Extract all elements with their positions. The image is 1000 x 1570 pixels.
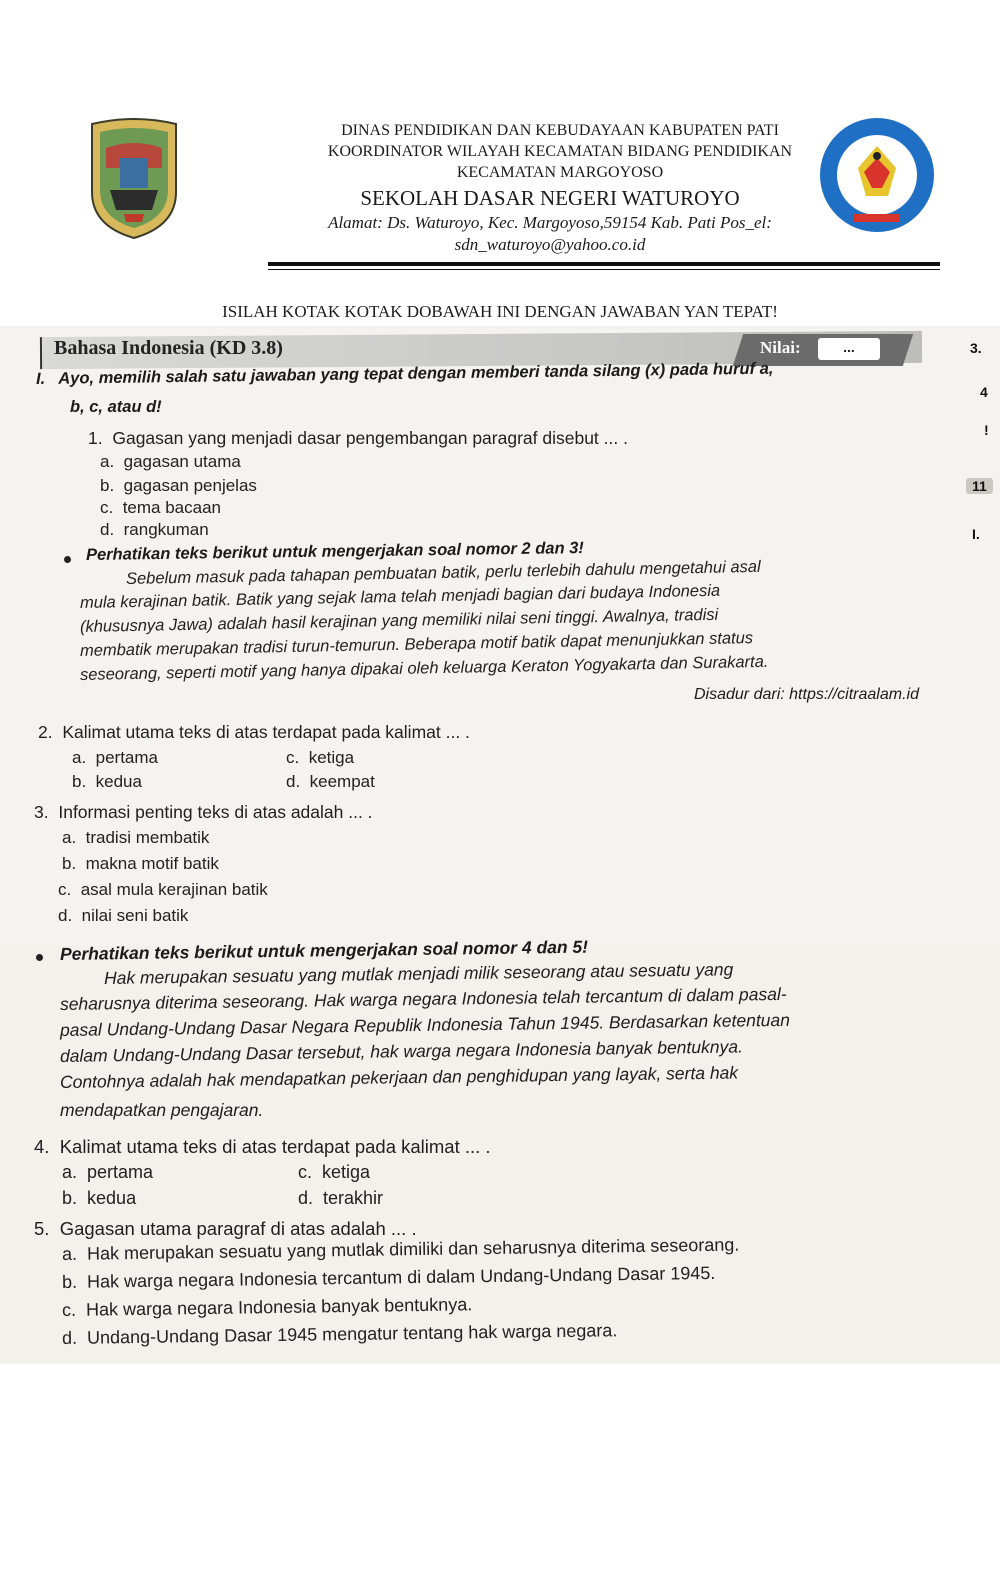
- question-5-option-a[interactable]: a. Hak merupakan sesuatu yang mutlak dimiliki dan seharusnya diterima seseorang.: [61, 1234, 740, 1264]
- passage-1-source: Disadur dari: https://citraalam.id: [694, 686, 919, 703]
- margin-mark-3: 11: [966, 478, 993, 494]
- score-label: Nilai:: [760, 338, 801, 357]
- question-5: [34, 1218, 417, 1240]
- question-2-option-c[interactable]: c. ketiga: [286, 748, 355, 767]
- question-5-option-d[interactable]: d. Undang-Undang Dasar 1945 mengatur tentang hak warga negara.: [61, 1320, 618, 1348]
- question-1-option-d[interactable]: d. rangkuman: [100, 520, 209, 539]
- school-email: sdn_waturoyo@yahoo.co.id: [454, 235, 646, 254]
- question-1-option-a[interactable]: a. gagasan utama: [100, 452, 241, 471]
- question-1-option-c[interactable]: c. tema bacaan: [100, 498, 221, 517]
- question-3-number: 3.: [34, 802, 49, 822]
- subject-title: Bahasa Indonesia (KD 3.8): [54, 337, 283, 359]
- passage-1-line-3: (khususnya Jawa) adalah hasil kerajinan yang memiliki nilai seni tinggi. Awalnya, tradisi: [79, 605, 719, 636]
- question-5-option-b[interactable]: b. Hak warga negara Indonesia tercantum di dalam Undang-Undang Dasar 1945.: [61, 1262, 716, 1292]
- passage-2-line-2: seharusnya diterima seseorang. Hak warga negara Indonesia telah tercantum di dalam pasal-: [59, 983, 787, 1014]
- margin-mark-4: I.: [972, 526, 980, 542]
- question-3-option-b[interactable]: b. makna motif batik: [62, 854, 219, 873]
- passage-2-line-1: Hak merupakan sesuatu yang mutlak menjadi milik seseorang atau sesuatu yang: [103, 959, 734, 988]
- school-name: SEKOLAH DASAR NEGERI WATUROYO: [360, 186, 740, 210]
- question-5-text: Gagasan utama paragraf di atas adalah ... .: [59, 1218, 417, 1239]
- passage-2-intro: Perhatikan teks berikut untuk mengerjakan soal nomor 4 dan 5!: [59, 936, 589, 964]
- section-instruction-line2: b, c, atau d!: [70, 398, 162, 416]
- question-1-option-b[interactable]: b. gagasan penjelas: [100, 476, 257, 495]
- question-4-option-b[interactable]: b. kedua: [62, 1188, 137, 1208]
- letterhead-divider-thin: [268, 269, 940, 270]
- section-instruction-line1: Ayo, memilih salah satu jawaban yang tepat dengan memberi tanda silang (x) pada huruf a,: [58, 359, 774, 388]
- score-field[interactable]: ...: [818, 338, 880, 360]
- letterhead-divider-thick: [268, 262, 940, 266]
- letterhead-coordinator: KOORDINATOR WILAYAH KECAMATAN BIDANG PENDIDIKAN: [327, 143, 793, 160]
- question-1-text: Gagasan yang menjadi dasar pengembangan paragraf disebut ... .: [112, 428, 628, 448]
- worksheet-instruction: ISILAH KOTAK KOTAK DOBAWAH INI DENGAN JAWABAN YAN TEPAT!: [222, 302, 778, 321]
- passage-2-line-6: mendapatkan pengajaran.: [60, 1100, 264, 1120]
- question-4-text: Kalimat utama teks di atas terdapat pada kalimat ... .: [59, 1136, 491, 1157]
- question-2-option-d[interactable]: d. keempat: [286, 772, 375, 791]
- question-4-number: 4.: [34, 1136, 50, 1157]
- question-2-number: 2.: [38, 722, 53, 742]
- passage-2-line-4: dalam Undang-Undang Dasar tersebut, hak warga negara Indonesia banyak bentuknya.: [59, 1036, 744, 1066]
- passage-2-line-5: Contohnya adalah hak mendapatkan pekerjaan dan penghidupan yang layak, serta hak: [59, 1062, 739, 1092]
- question-1: [88, 428, 628, 449]
- question-2-option-b[interactable]: b. kedua: [72, 772, 142, 791]
- passage-2-bullet: [36, 954, 43, 961]
- passage-1-line-4: membatik merupakan tradisi turun-temurun. Beberapa motif batik dapat menunjukkan status: [79, 629, 754, 660]
- question-4-option-d[interactable]: d. terakhir: [298, 1188, 384, 1208]
- passage-1-line-2: mula kerajinan batik. Batik yang sejak lama telah menjadi bagian dari budaya Indonesia: [79, 581, 721, 612]
- question-3-option-a[interactable]: a. tradisi membatik: [62, 828, 210, 847]
- margin-mark-1: 4: [980, 384, 988, 400]
- question-1-number: 1.: [88, 428, 103, 448]
- question-2: [38, 722, 470, 743]
- question-4: [34, 1136, 491, 1158]
- question-2-text: Kalimat utama teks di atas terdapat pada kalimat ... .: [62, 722, 470, 742]
- question-3-option-d[interactable]: d. nilai seni batik: [58, 906, 189, 925]
- margin-mark-2: !: [984, 422, 989, 438]
- question-3: [34, 802, 373, 823]
- passage-1-intro: Perhatikan teks berikut untuk mengerjakan soal nomor 2 dan 3!: [85, 539, 584, 564]
- letterhead-district: KECAMATAN MARGOYOSO: [456, 164, 664, 181]
- passage-1-line-1: Sebelum masuk pada tahapan pembuatan batik, perlu terlebih dahulu mengetahui asal: [125, 557, 761, 588]
- margin-number: 3.: [970, 340, 982, 356]
- question-2-option-a[interactable]: a. pertama: [72, 748, 159, 767]
- school-address: Alamat: Ds. Waturoyo, Kec. Margoyoso,59154 Kab. Pati Pos_el:: [328, 213, 772, 232]
- letterhead-agency: DINAS PENDIDIKAN DAN KEBUDAYAAN KABUPATEN PATI: [341, 122, 779, 139]
- question-5-option-c[interactable]: c. Hak warga negara Indonesia banyak bentuknya.: [61, 1294, 473, 1320]
- passage-1-line-5: seseorang, seperti motif yang hanya dipakai oleh keluarga Keraton Yogyakarta dan Surakarta.: [79, 652, 769, 684]
- passage-1-bullet: [64, 556, 71, 563]
- passage-2-line-3: pasal Undang-Undang Dasar Negara Republik Indonesia Tahun 1945. Berdasarkan ketentuan: [59, 1009, 791, 1040]
- question-3-option-c[interactable]: c. asal mula kerajinan batik: [58, 880, 268, 899]
- question-4-option-c[interactable]: c. ketiga: [298, 1162, 371, 1182]
- question-3-text: Informasi penting teks di atas adalah ... .: [58, 802, 373, 822]
- question-5-number: 5.: [34, 1218, 50, 1239]
- section-roman: I.: [35, 369, 46, 388]
- question-4-option-a[interactable]: a. pertama: [62, 1162, 154, 1182]
